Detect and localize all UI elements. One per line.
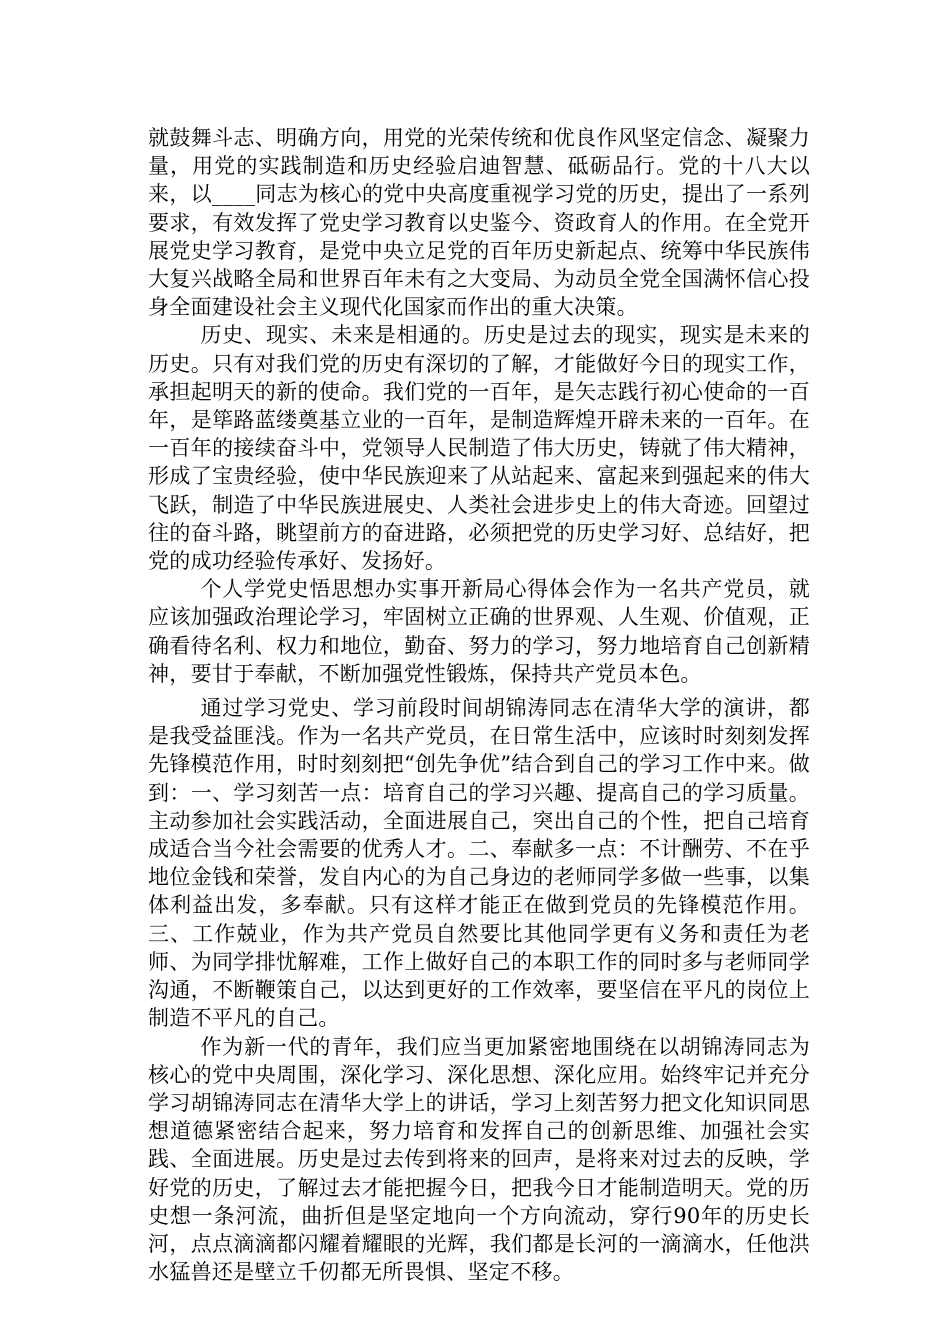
paragraph-2: 历史、现实、未来是相通的。历史是过去的现实，现实是未来的历史。只有对我们党的历史有深切的了解，才能做好今日的现实工作，承担起明天的新的使命。我们党的一百年，是矢志践行初心使命的一百年，是筚路蓝缕奠基立业的一百年，是制造辉煌开辟未来的一百年。在一百年的接续奋斗中，党领导人民制造了伟大历史，铸就了伟大精神，形成了宝贵经验，使中华民族迎来了从站起来、富起来到强起来的伟大飞跃，制造了中华民族进展史、人类社会进步史上的伟大奇迹。回望过往的奋斗路，眺望前方的奋进路，必须把党的历史学习好、总结好，把党的成功经验传承好、发扬好。: [148, 323, 810, 574]
paragraph-4: 通过学习党史、学习前段时间胡锦涛同志在清华大学的演讲，都是我受益匪浅。作为一名共产党员，在日常生活中，应该时时刻刻发挥先锋模范作用，时时刻刻把“创先争优”结合到自己的学习工作中来。做到：一、学习刻苦一点：培育自己的学习兴趣、提高自己的学习质量。主动参加社会实践活动，全面进展自己，突出自己的个性，把自己培育成适合当今社会需要的优秀人才。二、奉献多一点：不计酬劳、不在乎地位金钱和荣誉，发自内心的为自己身边的老师同学多做一些事，以集体利益出发，多奉献。只有这样才能正在做到党员的先锋模范作用。三、工作兢业，作为共产党员自然要比其他同学更有义务和责任为老师、为同学排忧解难，工作上做好自己的本职工作的同时多与老师同学沟通，不断鞭策自己，以达到更好的工作效率，要坚信在平凡的岗位上制造不平凡的自己。: [148, 696, 810, 1031]
paragraph-5: 作为新一代的青年，我们应当更加紧密地围绕在以胡锦涛同志为核心的党中央周围，深化学习、深化思想、深化应用。始终牢记并充分学习胡锦涛同志在清华大学上的讲话，学习上刻苦努力把文化知识同思想道德紧密结合起来，努力培育和发挥自己的创新思维、加强社会实践、全面进展。历史是过去传到将来的回声，是将来对过去的反映，学好党的历史，了解过去才能把握今日，把我今日才能制造明天。党的历史想一条河流，曲折但是坚定地向一个方向流动，穿行90年的历史长河，点点滴滴都闪耀着耀眼的光辉，我们都是长河的一滴滴水，任他洪水猛兽还是壁立千仞都无所畏惧、坚定不移。: [148, 1034, 810, 1285]
paragraph-1: 就鼓舞斗志、明确方向，用党的光荣传统和优良作风坚定信念、凝聚力量，用党的实践制造和历史经验启迪智慧、砥砺品行。党的十八大以来，以____同志为核心的党中央高度重视学习党的历史，提出了一系列要求，有效发挥了党史学习教育以史鉴今、资政育人的作用。在全党开展党史学习教育，是党中央立足党的百年历史新起点、统筹中华民族伟大复兴战略全局和世界百年未有之大变局、为动员全党全国满怀信心投身全面建设社会主义现代化国家而作出的重大决策。: [148, 126, 810, 320]
document-page: [148, 124, 810, 1286]
paragraph-3: 个人学党史悟思想办实事开新局心得体会作为一名共产党员，就应该加强政治理论学习，牢固树立正确的世界观、人生观、价值观，正确看待名利、权力和地位，勤奋、努力的学习，努力地培育自己创新精神，要甘于奉献，不断加强党性锻炼，保持共产党员本色。: [148, 577, 810, 686]
